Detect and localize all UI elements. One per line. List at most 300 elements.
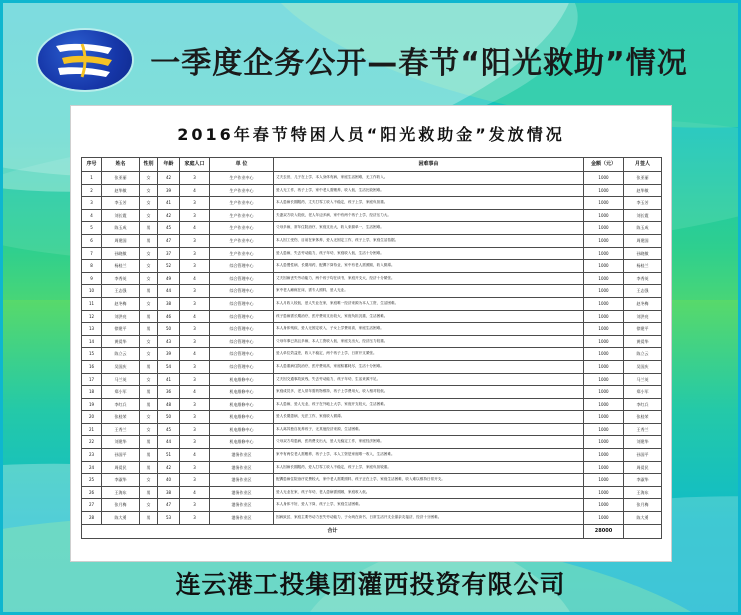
table-row <box>82 310 662 323</box>
row-approver: 刘长霞 <box>624 209 662 222</box>
relief-fund-table <box>81 157 662 539</box>
row-age: 50 <box>158 411 180 424</box>
row-reason: 爱人无业在家，孩子年幼，老人患病需照顾，家庭收入低。 <box>274 486 584 499</box>
row-age: 36 <box>158 386 180 399</box>
row-no: 6 <box>82 234 102 247</box>
row-approver: 刘建华 <box>624 436 662 449</box>
row-name: 张亚丽 <box>102 172 140 185</box>
row-age: 41 <box>158 373 180 386</box>
row-no: 13 <box>82 323 102 336</box>
row-unit: 生产作业中心 <box>210 172 274 185</box>
row-approver: 郑小军 <box>624 386 662 399</box>
row-name: 孙国平 <box>102 449 140 462</box>
column-header-population: 家庭人口 <box>180 158 210 172</box>
row-reason: 爱人患病，失去劳动能力，孩子年幼，家庭收入低，生活十分困难。 <box>274 247 584 260</box>
row-sex: 男 <box>140 398 158 411</box>
row-name: 刘长霞 <box>102 209 140 222</box>
row-no: 3 <box>82 197 102 210</box>
row-population: 4 <box>180 386 210 399</box>
row-age: 45 <box>158 423 180 436</box>
row-population: 3 <box>180 436 210 449</box>
row-name: 李玉芳 <box>102 197 140 210</box>
row-name: 徐建平 <box>102 323 140 336</box>
row-age: 46 <box>158 310 180 323</box>
row-amount: 1000 <box>584 335 624 348</box>
row-age: 37 <box>158 247 180 260</box>
row-approver: 陈立云 <box>624 348 662 361</box>
row-unit: 生产作业中心 <box>210 197 274 210</box>
row-name: 刘建华 <box>102 436 140 449</box>
row-population: 4 <box>180 310 210 323</box>
row-sex: 男 <box>140 285 158 298</box>
row-no: 4 <box>82 209 102 222</box>
row-amount: 1000 <box>584 184 624 197</box>
row-approver: 李玉芳 <box>624 197 662 210</box>
row-amount: 1000 <box>584 373 624 386</box>
row-name: 王志强 <box>102 285 140 298</box>
row-no: 17 <box>82 373 102 386</box>
row-name: 李秀英 <box>102 272 140 285</box>
row-reason: 本人患病长期服药，丈夫打零工收入不稳定，孩子上学，家庭负担重。 <box>274 197 584 210</box>
row-unit: 综合管理中心 <box>210 323 274 336</box>
row-no: 20 <box>82 411 102 424</box>
row-reason: 家中有两位老人需赡养，孩子上学，本人工资是家庭唯一收入，生活困难。 <box>274 449 584 462</box>
row-name: 李淑华 <box>102 474 140 487</box>
row-sex: 男 <box>140 436 158 449</box>
row-name: 张桂荣 <box>102 411 140 424</box>
row-age: 42 <box>158 172 180 185</box>
row-approver: 张桂荣 <box>624 411 662 424</box>
row-unit: 机电维修中心 <box>210 436 274 449</box>
row-no: 8 <box>82 260 102 273</box>
row-no: 2 <box>82 184 102 197</box>
row-population: 3 <box>180 197 210 210</box>
row-approver: 李红兵 <box>624 398 662 411</box>
row-reason: 本人因病长期服药，爱人打零工收入不稳定，孩子上学，家庭负担较重。 <box>274 461 584 474</box>
row-sex: 男 <box>140 449 158 462</box>
row-age: 53 <box>158 512 180 525</box>
row-age: 41 <box>158 197 180 210</box>
row-unit: 综合管理中心 <box>210 348 274 361</box>
row-name: 刘洪亮 <box>102 310 140 323</box>
row-population: 3 <box>180 360 210 373</box>
table-row <box>82 260 662 273</box>
row-approver: 周建国 <box>624 234 662 247</box>
row-unit: 综合管理中心 <box>210 297 274 310</box>
table-row <box>82 348 662 361</box>
row-amount: 1000 <box>584 197 624 210</box>
table-row <box>82 272 662 285</box>
row-amount: 1000 <box>584 411 624 424</box>
column-header-sex: 性别 <box>140 158 158 172</box>
row-unit: 生产作业中心 <box>210 209 274 222</box>
row-population: 3 <box>180 323 210 336</box>
row-name: 孙晓敏 <box>102 247 140 260</box>
row-population: 3 <box>180 499 210 512</box>
row-reason: 丈夫因病丧失劳动能力，两个孩子均在读书，家庭开支大，经济十分紧张。 <box>274 272 584 285</box>
row-amount: 1000 <box>584 348 624 361</box>
row-population: 3 <box>180 335 210 348</box>
row-population: 4 <box>180 486 210 499</box>
table-row <box>82 486 662 499</box>
company-logo-icon <box>38 30 132 90</box>
row-reason: 丈夫因交通事故致残，失去劳动能力，孩子年幼，生活来源不足。 <box>274 373 584 386</box>
row-age: 40 <box>158 474 180 487</box>
row-population: 3 <box>180 234 210 247</box>
row-unit: 综合管理中心 <box>210 360 274 373</box>
table-row <box>82 474 662 487</box>
table-row <box>82 222 662 235</box>
table-row <box>82 297 662 310</box>
row-approver: 黄爱华 <box>624 335 662 348</box>
row-age: 43 <box>158 335 180 348</box>
row-unit: 综合管理中心 <box>210 272 274 285</box>
row-approver: 王秀兰 <box>624 423 662 436</box>
row-reason: 本人身体不好，爱人下岗，孩子上学，家庭生活困难。 <box>274 499 584 512</box>
row-age: 39 <box>158 348 180 361</box>
row-reason: 爱人单位效益差，收入不稳定，两个孩子上学，日常开支紧张。 <box>274 348 584 361</box>
table-row <box>82 373 662 386</box>
row-amount: 1000 <box>584 360 624 373</box>
row-unit: 生产作业中心 <box>210 234 274 247</box>
row-reason: 本人月收入较低，爱人失业在家，家庭唯一经济来源为本人工资，生活困难。 <box>274 297 584 310</box>
row-no: 14 <box>82 335 102 348</box>
column-header-unit: 单 位 <box>210 158 274 172</box>
row-no: 18 <box>82 386 102 399</box>
row-amount: 1000 <box>584 474 624 487</box>
row-reason: 孩子患病需长期治疗，医疗费用支出较大，家庭负担沉重，生活困难。 <box>274 310 584 323</box>
row-approver: 刘洪亮 <box>624 310 662 323</box>
row-name: 马兰英 <box>102 373 140 386</box>
row-unit: 综合管理中心 <box>210 260 274 273</box>
row-no: 24 <box>82 461 102 474</box>
company-footer: 连云港工投集团灌西投资有限公司 <box>175 570 566 599</box>
row-sex: 男 <box>140 386 158 399</box>
row-population: 3 <box>180 285 210 298</box>
row-unit: 港务作业区 <box>210 461 274 474</box>
table-row <box>82 285 662 298</box>
row-age: 51 <box>158 449 180 462</box>
row-amount: 1000 <box>584 499 624 512</box>
row-sex: 男 <box>140 234 158 247</box>
row-approver: 杨桂兰 <box>624 260 662 273</box>
row-sex: 女 <box>140 499 158 512</box>
row-name: 张月梅 <box>102 499 140 512</box>
row-age: 52 <box>158 260 180 273</box>
table-row <box>82 184 662 197</box>
row-unit: 机电维修中心 <box>210 373 274 386</box>
row-age: 54 <box>158 360 180 373</box>
row-name: 杨桂兰 <box>102 260 140 273</box>
total-label: 合计 <box>82 524 584 538</box>
row-reason: 本人因工受伤，目前在家休养，爱人无固定工作，孩子上学，家庭生活拮据。 <box>274 234 584 247</box>
row-no: 23 <box>82 449 102 462</box>
row-no: 28 <box>82 512 102 525</box>
table-row <box>82 360 662 373</box>
table-footer-row <box>82 524 662 538</box>
row-reason: 家中老人瘫痪在床，需专人照料，爱人无业。 <box>274 285 584 298</box>
row-approver: 赵华敏 <box>624 184 662 197</box>
table-title: 2016年春节特困人员“阳光救助金”发放情况 <box>177 125 565 144</box>
row-reason: 家庭成员多，老人常年需药物维持，孩子上学费用大，收入相对较低。 <box>274 386 584 399</box>
row-unit: 综合管理中心 <box>210 310 274 323</box>
row-population: 3 <box>180 423 210 436</box>
row-name: 王秀兰 <box>102 423 140 436</box>
row-sex: 女 <box>140 335 158 348</box>
row-amount: 1000 <box>584 310 624 323</box>
row-unit: 机电维修中心 <box>210 398 274 411</box>
row-unit: 港务作业区 <box>210 449 274 462</box>
row-no: 7 <box>82 247 102 260</box>
row-no: 10 <box>82 285 102 298</box>
row-approver: 王海东 <box>624 486 662 499</box>
row-no: 16 <box>82 360 102 373</box>
row-no: 12 <box>82 310 102 323</box>
row-age: 49 <box>158 272 180 285</box>
row-population: 3 <box>180 474 210 487</box>
row-sex: 男 <box>140 222 158 235</box>
row-reason: 父母双方均患病，医药费支出大，爱人无稳定工作，家庭经济困难。 <box>274 436 584 449</box>
table-row <box>82 209 662 222</box>
row-amount: 1000 <box>584 461 624 474</box>
row-sex: 女 <box>140 474 158 487</box>
row-age: 47 <box>158 499 180 512</box>
row-reason: 爱人无工作，孩子上学，家中老人需赡养，收入低，生活比较困难。 <box>274 184 584 197</box>
row-unit: 港务作业区 <box>210 499 274 512</box>
row-age: 38 <box>158 486 180 499</box>
row-unit: 港务作业区 <box>210 474 274 487</box>
row-approver: 李淑华 <box>624 474 662 487</box>
column-header-name: 姓名 <box>102 158 140 172</box>
row-amount: 1000 <box>584 323 624 336</box>
row-sex: 男 <box>140 360 158 373</box>
table-row <box>82 423 662 436</box>
row-age: 48 <box>158 398 180 411</box>
column-header-approver: 月签人 <box>624 158 662 172</box>
row-unit: 综合管理中心 <box>210 335 274 348</box>
row-amount: 1000 <box>584 172 624 185</box>
row-unit: 机电维修中心 <box>210 386 274 399</box>
row-amount: 1000 <box>584 486 624 499</box>
row-unit: 生产作业中心 <box>210 247 274 260</box>
row-sex: 女 <box>140 272 158 285</box>
row-age: 44 <box>158 285 180 298</box>
row-sex: 女 <box>140 297 158 310</box>
row-approver: 陈大勇 <box>624 512 662 525</box>
table-row <box>82 512 662 525</box>
row-sex: 女 <box>140 348 158 361</box>
poster-header <box>38 30 703 92</box>
total-amount: 28000 <box>584 524 624 538</box>
table-row <box>82 335 662 348</box>
row-amount: 1000 <box>584 436 624 449</box>
row-unit: 机电维修中心 <box>210 411 274 424</box>
table-row <box>82 247 662 260</box>
table-row <box>82 386 662 399</box>
row-sex: 男 <box>140 486 158 499</box>
table-row <box>82 197 662 210</box>
row-reason: 本人患病，爱人无业，孩子在外地上大学，家庭开支较大，生活困难。 <box>274 398 584 411</box>
row-sex: 女 <box>140 373 158 386</box>
row-age: 42 <box>158 461 180 474</box>
row-age: 39 <box>158 184 180 197</box>
row-reason: 夫妻双方收入较低，老人年迈多病，家中有两个孩子上学，经济压力大。 <box>274 209 584 222</box>
column-header-reason: 困难事由 <box>274 158 584 172</box>
row-approver: 孙晓敏 <box>624 247 662 260</box>
row-amount: 1000 <box>584 260 624 273</box>
row-approver: 陈玉成 <box>624 222 662 235</box>
table-row <box>82 499 662 512</box>
row-population: 4 <box>180 449 210 462</box>
row-sex: 男 <box>140 323 158 336</box>
table-row <box>82 449 662 462</box>
row-reason: 本人离异独自抚养孩子，无其他经济来源，生活困难。 <box>274 423 584 436</box>
row-population: 3 <box>180 398 210 411</box>
row-sex: 女 <box>140 411 158 424</box>
row-population: 3 <box>180 512 210 525</box>
table-row <box>82 436 662 449</box>
row-sex: 女 <box>140 172 158 185</box>
table-row <box>82 234 662 247</box>
row-name: 王海东 <box>102 486 140 499</box>
table-row <box>82 398 662 411</box>
row-amount: 1000 <box>584 272 624 285</box>
row-unit: 生产作业中心 <box>210 222 274 235</box>
column-header-amount: 金额（元） <box>584 158 624 172</box>
row-population: 3 <box>180 209 210 222</box>
row-population: 3 <box>180 297 210 310</box>
row-name: 吴国庆 <box>102 360 140 373</box>
column-header-age: 年龄 <box>158 158 180 172</box>
row-no: 25 <box>82 474 102 487</box>
row-reason: 本人身体残疾，爱人无固定收入，子女上学费用高，家庭生活困难。 <box>274 323 584 336</box>
row-name: 陈立云 <box>102 348 140 361</box>
row-sex: 男 <box>140 512 158 525</box>
row-sex: 女 <box>140 423 158 436</box>
row-age: 45 <box>158 222 180 235</box>
table-row <box>82 172 662 185</box>
row-unit: 生产作业中心 <box>210 184 274 197</box>
row-unit: 综合管理中心 <box>210 285 274 298</box>
row-age: 38 <box>158 297 180 310</box>
row-amount: 1000 <box>584 285 624 298</box>
row-approver: 孙国平 <box>624 449 662 462</box>
row-name: 赵冬梅 <box>102 297 140 310</box>
row-age: 42 <box>158 209 180 222</box>
row-population: 4 <box>180 272 210 285</box>
row-unit: 港务作业区 <box>210 486 274 499</box>
page-title: 一季度企务公开—春节“阳光救助”情况 <box>150 46 688 81</box>
row-name: 周爱民 <box>102 461 140 474</box>
row-sex: 女 <box>140 184 158 197</box>
row-amount: 1000 <box>584 398 624 411</box>
row-no: 15 <box>82 348 102 361</box>
row-age: 44 <box>158 436 180 449</box>
row-name: 赵华敏 <box>102 184 140 197</box>
row-age: 50 <box>158 323 180 336</box>
row-approver: 李秀英 <box>624 272 662 285</box>
row-population: 3 <box>180 373 210 386</box>
row-no: 21 <box>82 423 102 436</box>
row-population: 4 <box>180 184 210 197</box>
column-header-no: 序号 <box>82 158 102 172</box>
row-sex: 女 <box>140 209 158 222</box>
row-no: 27 <box>82 499 102 512</box>
table-row <box>82 411 662 424</box>
row-name: 李红兵 <box>102 398 140 411</box>
row-name: 郑小军 <box>102 386 140 399</box>
row-approver: 张月梅 <box>624 499 662 512</box>
row-name: 周建国 <box>102 234 140 247</box>
content-board <box>70 105 672 562</box>
row-amount: 1000 <box>584 512 624 525</box>
row-amount: 1000 <box>584 234 624 247</box>
row-sex: 男 <box>140 310 158 323</box>
row-population: 4 <box>180 222 210 235</box>
row-no: 22 <box>82 436 102 449</box>
row-sex: 男 <box>140 461 158 474</box>
row-no: 5 <box>82 222 102 235</box>
row-approver: 王志强 <box>624 285 662 298</box>
row-population: 3 <box>180 461 210 474</box>
row-no: 11 <box>82 297 102 310</box>
row-reason: 父母多病，常年住院治疗，家庭支出大，收入来源单一，生活困难。 <box>274 222 584 235</box>
row-population: 3 <box>180 247 210 260</box>
row-population: 3 <box>180 260 210 273</box>
row-sex: 女 <box>140 260 158 273</box>
row-amount: 1000 <box>584 386 624 399</box>
row-unit: 港务作业区 <box>210 512 274 525</box>
row-no: 1 <box>82 172 102 185</box>
row-population: 3 <box>180 172 210 185</box>
row-approver: 周爱民 <box>624 461 662 474</box>
row-name: 黄爱华 <box>102 335 140 348</box>
table-header-row <box>82 158 662 172</box>
row-amount: 1000 <box>584 222 624 235</box>
row-no: 9 <box>82 272 102 285</box>
row-reason: 本人患慢性病，长期用药，配偶下岗待业，家中有老人需照顾，收入微薄。 <box>274 260 584 273</box>
total-approver <box>624 524 662 538</box>
row-approver: 徐建平 <box>624 323 662 336</box>
table-row <box>82 323 662 336</box>
row-amount: 1000 <box>584 297 624 310</box>
row-name: 陈大勇 <box>102 512 140 525</box>
row-sex: 女 <box>140 197 158 210</box>
row-approver: 张亚丽 <box>624 172 662 185</box>
row-amount: 1000 <box>584 209 624 222</box>
row-population: 4 <box>180 348 210 361</box>
row-name: 陈玉成 <box>102 222 140 235</box>
row-approver: 赵冬梅 <box>624 297 662 310</box>
row-age: 47 <box>158 234 180 247</box>
row-reason: 爱人长期患病，无法工作，家庭收入微薄。 <box>274 411 584 424</box>
row-no: 19 <box>82 398 102 411</box>
row-reason: 配偶患病住院治疗花费较大，家中老人需要照料，孩子正在上学，家庭生活困难，收入难以维持日常开支。 <box>274 474 584 487</box>
row-unit: 机电维修中心 <box>210 423 274 436</box>
row-amount: 1000 <box>584 423 624 436</box>
row-sex: 女 <box>140 247 158 260</box>
row-population: 3 <box>180 411 210 424</box>
row-amount: 1000 <box>584 449 624 462</box>
row-reason: 因病致贫，家庭主要劳动力丧失劳动能力，子女尚在读书，日常生活开支全靠亲友接济，经济十分困难。 <box>274 512 584 525</box>
row-no: 26 <box>82 486 102 499</box>
row-reason: 本人患重病住院治疗，医疗费用高，家庭积蓄耗尽，生活十分困难。 <box>274 360 584 373</box>
row-approver: 马兰英 <box>624 373 662 386</box>
table-row <box>82 461 662 474</box>
row-amount: 1000 <box>584 247 624 260</box>
row-reason: 丈夫去世，儿子在上学，本人身体有病，家庭生活困难，无工作收入。 <box>274 172 584 185</box>
row-approver: 吴国庆 <box>624 360 662 373</box>
